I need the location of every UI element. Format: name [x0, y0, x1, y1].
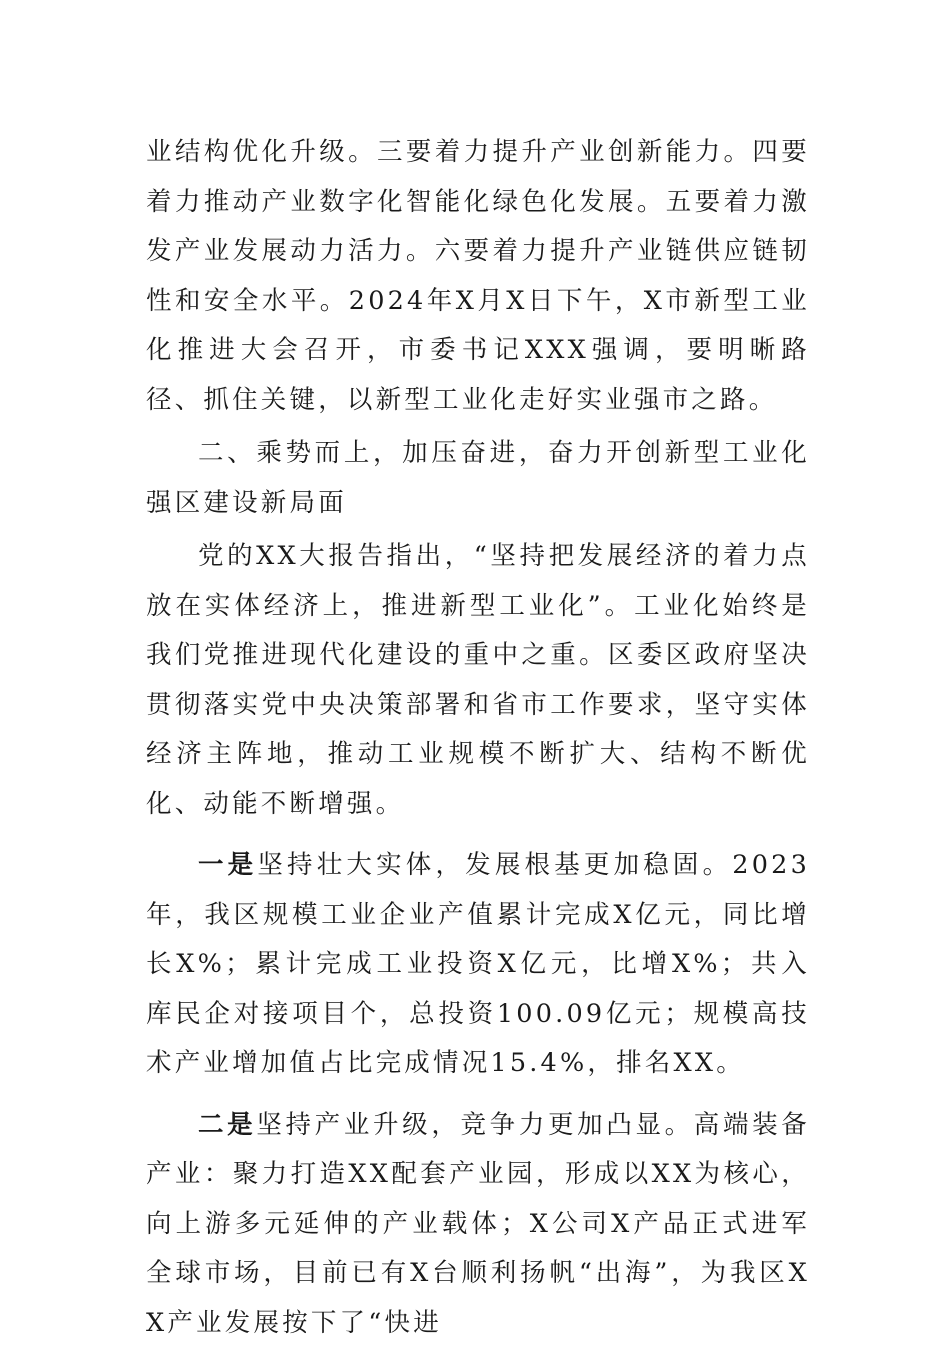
- paragraph-industry-goals: 业结构优化升级。三要着力提升产业创新能力。四要着力推动产业数字化智能化绿色化发展。五要着力激发产业发展动力活力。六要着力提升产业链供应链韧性和安全水平。2024年X月X日下午，X市新型工业化推进大会召开，市委书记XXX强调，要明晰路径、抓住关键，以新型工业化走好实业强市之路。: [146, 128, 810, 425]
- point-one-text: 坚持壮大实体，发展根基更加稳固。2023年，我区规模工业企业产值累计完成X亿元，同比增长X%；累计完成工业投资X亿元，比增X%；共入库民企对接项目个，总投资100.09亿元；规模高技术产业增加值占比完成情况15.4%，排名XX。: [146, 850, 810, 1078]
- section-heading-two: 二、乘势而上，加压奋进，奋力开创新型工业化强区建设新局面: [146, 429, 810, 528]
- point-two-lead: 二是: [198, 1110, 256, 1140]
- paragraph-point-one: [146, 841, 810, 1089]
- point-one-lead: 一是: [198, 850, 257, 880]
- point-two-text: 坚持产业升级，竞争力更加凸显。高端装备产业：聚力打造XX配套产业园，形成以XX为核心，向上游多元延伸的产业载体；X公司X产品正式进军全球市场，目前已有X台顺利扬帆“出海”，为我区XX产业发展按下了“快进: [146, 1110, 810, 1338]
- paragraph-point-two: [146, 1101, 810, 1348]
- document-page: [146, 128, 810, 1348]
- paragraph-party-report: 党的XX大报告指出，“坚持把发展经济的着力点放在实体经济上，推进新型工业化”。工业化始终是我们党推进现代化建设的重中之重。区委区政府坚决贯彻落实党中央决策部署和省市工作要求，坚守实体经济主阵地，推动工业规模不断扩大、结构不断优化、动能不断增强。: [146, 532, 810, 829]
